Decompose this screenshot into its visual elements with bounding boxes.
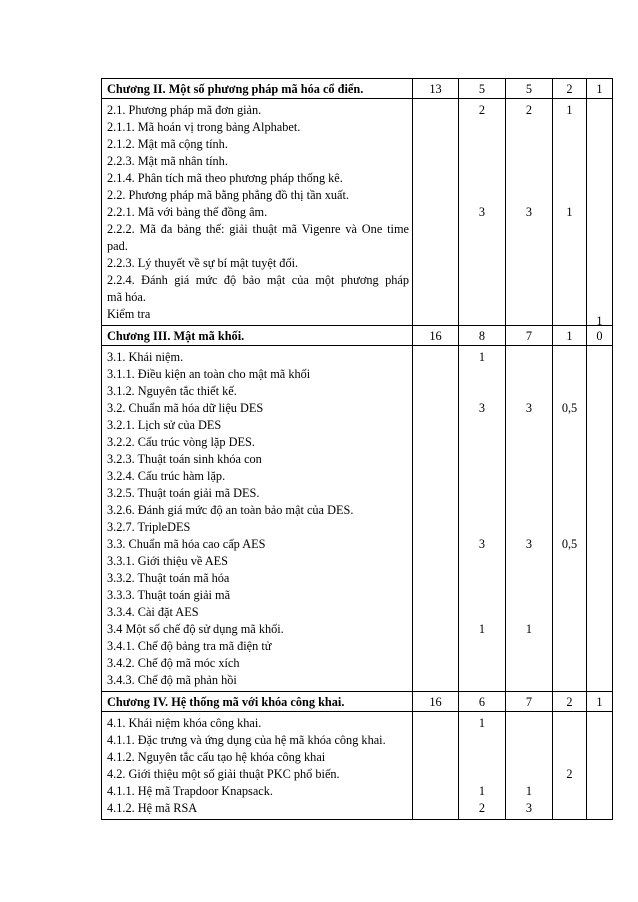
hours-cell xyxy=(459,346,506,692)
topic-list xyxy=(102,712,413,820)
topic-line: Kiểm tra xyxy=(107,307,151,321)
topic-line: 3.4 Một số chế độ sử dụng mã khối. xyxy=(107,622,284,636)
topic-line: 3.2.6. Đánh giá mức độ an toàn bảo mật của DES. xyxy=(107,503,354,517)
topic-line: 3.3.4. Cài đặt AES xyxy=(107,605,199,619)
hours-cell xyxy=(587,99,613,326)
hours-cell xyxy=(459,712,506,820)
chapter-total-cell: 16 xyxy=(413,326,459,346)
hours-value: 1 xyxy=(478,622,486,636)
chapter-total-cell: 6 xyxy=(459,692,506,712)
topic-line: 3.3.3. Thuật toán giải mã xyxy=(107,588,231,602)
chapter-heading-row xyxy=(102,692,613,712)
topic-line: 3.2.3. Thuật toán sinh khóa con xyxy=(107,452,262,466)
hours-value: 3 xyxy=(478,537,486,551)
hours-cell xyxy=(506,346,553,692)
hours-cell xyxy=(587,712,613,820)
chapter-total-cell: 16 xyxy=(413,692,459,712)
topic-line: 3.2.7. TripleDES xyxy=(107,520,191,534)
chapter-total-cell: 7 xyxy=(506,326,553,346)
hours-value: 3 xyxy=(525,401,533,415)
hours-cell xyxy=(553,346,587,692)
hours-cell xyxy=(459,99,506,326)
chapter-total-cell: 1 xyxy=(587,79,613,99)
chapter-total-cell: 1 xyxy=(587,692,613,712)
chapter-content-row xyxy=(102,712,613,820)
chapter-total-cell: 5 xyxy=(506,79,553,99)
chapter-total-cell: 13 xyxy=(413,79,459,99)
topic-line: 2.2.4. Đánh giá mức độ bảo mật của một phương pháp xyxy=(107,273,409,287)
topic-line: 2.2.2. Mã đa bảng thế: giải thuật mã Vigenre và One time xyxy=(107,222,409,236)
chapter-total-cell: 2 xyxy=(553,692,587,712)
topic-line: 3.2.5. Thuật toán giải mã DES. xyxy=(107,486,260,500)
topic-line: 3.3.1. Giới thiệu về AES xyxy=(107,554,228,568)
hours-cell xyxy=(553,99,587,326)
topic-line: pad. xyxy=(107,239,128,253)
topic-line: 3.4.1. Chế độ bảng tra mã điện tử xyxy=(107,639,272,653)
topic-line: 4.1.1. Hệ mã Trapdoor Knapsack. xyxy=(107,784,273,798)
hours-value: 1 xyxy=(478,350,486,364)
hours-value: 3 xyxy=(478,205,486,219)
hours-value: 1 xyxy=(525,784,533,798)
hours-cell xyxy=(413,346,459,692)
chapter-heading-row xyxy=(102,79,613,99)
chapter-content-row xyxy=(102,99,613,326)
hours-value: 3 xyxy=(525,801,533,815)
hours-cell xyxy=(413,99,459,326)
chapter-title: Chương III. Mật mã khối. xyxy=(102,326,413,346)
topic-line: 3.2.4. Cấu trúc hàm lặp. xyxy=(107,469,226,483)
hours-cell xyxy=(506,99,553,326)
topic-line: 2.1.4. Phân tích mã theo phương pháp thống kê. xyxy=(107,171,343,185)
topic-line: 4.1.2. Hệ mã RSA xyxy=(107,801,198,815)
topic-line: 2.1.2. Mật mã cộng tính. xyxy=(107,137,228,151)
topic-line: 2.2.1. Mã với bảng thế đồng âm. xyxy=(107,205,268,219)
hours-value: 1 xyxy=(596,313,603,328)
hours-value: 1 xyxy=(566,205,573,219)
chapter-total-cell: 5 xyxy=(459,79,506,99)
chapter-total-cell: 0 xyxy=(587,326,613,346)
chapter-content-row xyxy=(102,346,613,692)
topic-line: 4.1.1. Đặc trưng và ứng dụng của hệ mã khóa công khai. xyxy=(107,733,386,747)
topic-line: 2.2.3. Lý thuyết về sự bí mật tuyệt đối. xyxy=(107,256,299,270)
topic-list xyxy=(102,346,413,692)
topic-list xyxy=(102,99,413,326)
hours-value: 0,5 xyxy=(561,537,578,551)
hours-value: 2 xyxy=(478,801,486,815)
topic-line: 3.4.3. Chế độ mã phản hồi xyxy=(107,673,237,687)
topic-line: 3.1.1. Điều kiện an toàn cho mật mã khối xyxy=(107,367,311,381)
chapter-total-cell: 2 xyxy=(553,79,587,99)
chapter-total-cell: 7 xyxy=(506,692,553,712)
topic-line: 2.1.1. Mã hoán vị trong bảng Alphabet. xyxy=(107,120,301,134)
chapter-heading-row xyxy=(102,326,613,346)
syllabus-table xyxy=(101,78,613,820)
hours-cell xyxy=(553,712,587,820)
chapter-total-cell: 1 xyxy=(553,326,587,346)
topic-line: 2.2. Phương pháp mã bằng phẳng đồ thị tần xuất. xyxy=(107,188,349,202)
hours-value: 2 xyxy=(478,103,486,117)
topic-line: 3.2. Chuẩn mã hóa dữ liệu DES xyxy=(107,401,264,415)
topic-line: 4.2. Giới thiệu một số giải thuật PKC phổ biến. xyxy=(107,767,340,781)
hours-value: 3 xyxy=(525,537,533,551)
hours-value: 2 xyxy=(525,103,533,117)
topic-line: 2.2.3. Mật mã nhân tính. xyxy=(107,154,228,168)
topic-line: 3.1. Khái niệm. xyxy=(107,350,184,364)
chapter-title: Chương IV. Hệ thống mã với khóa công khai. xyxy=(102,692,413,712)
topic-line: 2.1. Phương pháp mã đơn giản. xyxy=(107,103,262,117)
hours-value: 1 xyxy=(525,622,533,636)
hours-value: 1 xyxy=(478,784,486,798)
topic-line: 3.1.2. Nguyên tắc thiết kế. xyxy=(107,384,237,398)
hours-cell xyxy=(413,712,459,820)
chapter-title: Chương II. Một số phương pháp mã hóa cổ điển. xyxy=(102,79,413,99)
topic-line: 3.3. Chuẩn mã hóa cao cấp AES xyxy=(107,537,266,551)
hours-value: 2 xyxy=(566,767,573,781)
topic-line: mã hóa. xyxy=(107,290,146,304)
hours-cell xyxy=(506,712,553,820)
topic-line: 3.2.2. Cấu trúc vòng lặp DES. xyxy=(107,435,255,449)
hours-cell xyxy=(587,346,613,692)
hours-value: 1 xyxy=(478,716,486,730)
hours-value: 0,5 xyxy=(561,401,578,415)
topic-line: 4.1.2. Nguyên tắc cấu tạo hệ khóa công khai xyxy=(107,750,326,764)
topic-line: 4.1. Khái niệm khóa công khai. xyxy=(107,716,262,730)
topic-line: 3.2.1. Lịch sử của DES xyxy=(107,418,222,432)
hours-value: 3 xyxy=(478,401,486,415)
chapter-total-cell: 8 xyxy=(459,326,506,346)
hours-value: 3 xyxy=(525,205,533,219)
topic-line: 3.4.2. Chế độ mã móc xích xyxy=(107,656,240,670)
hours-value: 1 xyxy=(566,103,573,117)
topic-line: 3.3.2. Thuật toán mã hóa xyxy=(107,571,230,585)
